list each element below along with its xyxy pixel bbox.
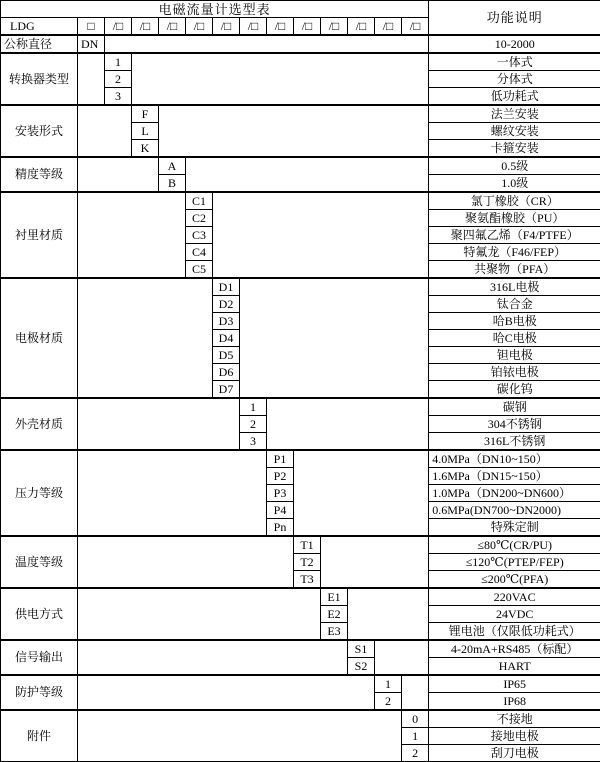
right-spacer-cell [105, 35, 429, 53]
function-cell: 聚四氟乙烯（F4/PTFE） [429, 227, 600, 244]
model-slot-cell: /□ [186, 18, 213, 36]
function-cell: 法兰安装 [429, 105, 600, 123]
right-spacer-cell [375, 640, 429, 675]
code-cell: 3 [105, 88, 132, 106]
code-cell: C2 [186, 210, 213, 227]
function-cell: 不接地 [429, 710, 600, 728]
model-slot-cell: /□ [267, 18, 294, 36]
function-cell: HART [429, 658, 600, 676]
function-cell: 0.5级 [429, 157, 600, 175]
category-label: 衬里材质 [1, 192, 78, 278]
code-cell: 2 [402, 745, 429, 762]
code-cell: Pn [267, 519, 294, 537]
category-row [1, 588, 600, 606]
left-spacer-cell [78, 192, 186, 278]
code-cell: C3 [186, 227, 213, 244]
code-cell: C5 [186, 261, 213, 279]
left-spacer-cell [78, 640, 348, 675]
model-slot-cell: /□ [402, 18, 429, 36]
category-label: 电极材质 [1, 278, 78, 398]
code-cell: 1 [240, 398, 267, 416]
function-cell: 一体式 [429, 53, 600, 71]
model-slot-cell: /□ [348, 18, 375, 36]
function-cell: 分体式 [429, 71, 600, 88]
code-cell: S1 [348, 640, 375, 658]
table-title: 电磁流量计选型表 [1, 1, 429, 18]
code-cell: T2 [294, 554, 321, 571]
model-slot-cell: /□ [105, 18, 132, 36]
function-cell: 4-20mA+RS485（标配） [429, 640, 600, 658]
category-row [1, 278, 600, 296]
right-spacer-cell [402, 675, 429, 710]
category-label: 公称直径 [1, 35, 78, 53]
code-cell: P4 [267, 502, 294, 519]
function-cell: IP68 [429, 693, 600, 711]
function-cell: 钛合金 [429, 296, 600, 313]
function-cell: 碳化钨 [429, 381, 600, 399]
category-row [1, 157, 600, 175]
function-cell: 1.0级 [429, 175, 600, 193]
right-spacer-cell [321, 536, 429, 588]
function-cell: 哈B电极 [429, 313, 600, 330]
code-cell: 1 [402, 728, 429, 745]
code-cell: D3 [213, 313, 240, 330]
category-row [1, 450, 600, 468]
code-cell: F [132, 105, 159, 123]
function-cell: 螺纹安装 [429, 123, 600, 140]
category-row [1, 675, 600, 693]
function-cell: 聚氨酯橡胶（PU） [429, 210, 600, 227]
category-row [1, 710, 600, 728]
category-label: 转换器类型 [1, 53, 78, 105]
left-spacer-cell [78, 53, 105, 105]
function-cell: 特殊定制 [429, 519, 600, 537]
code-cell: 1 [105, 53, 132, 71]
model-slot-cell: /□ [375, 18, 402, 36]
category-row [1, 53, 600, 71]
model-box-cell: □ [78, 18, 105, 36]
right-spacer-cell [159, 105, 429, 157]
function-cell: 316L不锈钢 [429, 433, 600, 451]
category-label: 附件 [1, 710, 78, 762]
function-cell: ≤80℃(CR/PU) [429, 536, 600, 554]
function-cell: 4.0MPa（DN10~150） [429, 450, 600, 468]
function-cell: 316L电极 [429, 278, 600, 296]
left-spacer-cell [78, 398, 240, 450]
left-spacer-cell [78, 157, 159, 192]
category-label: 压力等级 [1, 450, 78, 536]
code-cell: P1 [267, 450, 294, 468]
function-cell: IP65 [429, 675, 600, 693]
model-slot-cell: /□ [321, 18, 348, 36]
model-slot-cell: /□ [294, 18, 321, 36]
function-cell: 卡箍安装 [429, 140, 600, 158]
code-cell: 2 [240, 416, 267, 433]
code-cell: L [132, 123, 159, 140]
left-spacer-cell [78, 710, 402, 762]
model-prefix: LDG [1, 18, 78, 36]
function-cell: 1.6MPa（DN15~150） [429, 468, 600, 485]
code-cell: 0 [402, 710, 429, 728]
code-cell: S2 [348, 658, 375, 676]
function-cell: 锂电池（仅限低功耗式） [429, 623, 600, 641]
category-row [1, 398, 600, 416]
code-cell: P3 [267, 485, 294, 502]
category-label: 温度等级 [1, 536, 78, 588]
category-row [1, 640, 600, 658]
function-cell: 碳钢 [429, 398, 600, 416]
category-row [1, 536, 600, 554]
model-slot-cell: /□ [213, 18, 240, 36]
code-cell: E1 [321, 588, 348, 606]
model-slot-cell: /□ [132, 18, 159, 36]
function-cell: 24VDC [429, 606, 600, 623]
right-spacer-cell [267, 398, 429, 450]
function-cell: ≤200℃(PFA) [429, 571, 600, 589]
code-cell: D1 [213, 278, 240, 296]
code-cell: E3 [321, 623, 348, 641]
right-spacer-cell [348, 588, 429, 640]
code-cell: D4 [213, 330, 240, 347]
category-label: 外壳材质 [1, 398, 78, 450]
code-cell: DN [78, 35, 105, 53]
right-spacer-cell [132, 53, 429, 105]
function-cell: 接地电极 [429, 728, 600, 745]
code-cell: K [132, 140, 159, 158]
category-label: 供电方式 [1, 588, 78, 640]
right-spacer-cell [294, 450, 429, 536]
left-spacer-cell [78, 588, 321, 640]
title-row [1, 1, 600, 18]
code-cell: 1 [375, 675, 402, 693]
function-cell: 钽电极 [429, 347, 600, 364]
right-spacer-cell [213, 192, 429, 278]
code-cell: E2 [321, 606, 348, 623]
function-cell: 304不锈钢 [429, 416, 600, 433]
category-label: 精度等级 [1, 157, 78, 192]
code-cell: C4 [186, 244, 213, 261]
function-cell: 刮刀电极 [429, 745, 600, 762]
function-cell: ≤120℃(PTEP/FEP) [429, 554, 600, 571]
model-slot-cell: /□ [240, 18, 267, 36]
right-spacer-cell [240, 278, 429, 398]
function-column-header: 功能说明 [429, 1, 600, 36]
code-cell: A [159, 157, 186, 175]
category-row [1, 35, 600, 53]
left-spacer-cell [78, 278, 213, 398]
model-slot-cell: /□ [159, 18, 186, 36]
left-spacer-cell [78, 675, 375, 710]
category-label: 防护等级 [1, 675, 78, 710]
function-cell: 哈C电极 [429, 330, 600, 347]
code-cell: T3 [294, 571, 321, 589]
left-spacer-cell [78, 105, 132, 157]
function-cell: 共聚物（PFA） [429, 261, 600, 279]
code-cell: D7 [213, 381, 240, 399]
code-cell: B [159, 175, 186, 193]
category-label: 信号输出 [1, 640, 78, 675]
category-row [1, 192, 600, 210]
code-cell: D6 [213, 364, 240, 381]
code-cell: 3 [240, 433, 267, 451]
left-spacer-cell [78, 450, 267, 536]
function-cell: 铂铱电极 [429, 364, 600, 381]
code-cell: D2 [213, 296, 240, 313]
code-cell: 2 [105, 71, 132, 88]
right-spacer-cell [186, 157, 429, 192]
function-cell: 10-2000 [429, 35, 600, 53]
function-cell: 特氟龙（F46/FEP） [429, 244, 600, 261]
function-cell: 氯丁橡胶（CR） [429, 192, 600, 210]
code-cell: P2 [267, 468, 294, 485]
code-cell: 2 [375, 693, 402, 711]
function-cell: 低功耗式 [429, 88, 600, 106]
category-row [1, 105, 600, 123]
function-cell: 1.0MPa（DN200~DN600） [429, 485, 600, 502]
category-label: 安装形式 [1, 105, 78, 157]
code-cell: D5 [213, 347, 240, 364]
function-cell: 0.6MPa(DN700~DN2000) [429, 502, 600, 519]
code-cell: C1 [186, 192, 213, 210]
code-cell: T1 [294, 536, 321, 554]
function-cell: 220VAC [429, 588, 600, 606]
left-spacer-cell [78, 536, 294, 588]
